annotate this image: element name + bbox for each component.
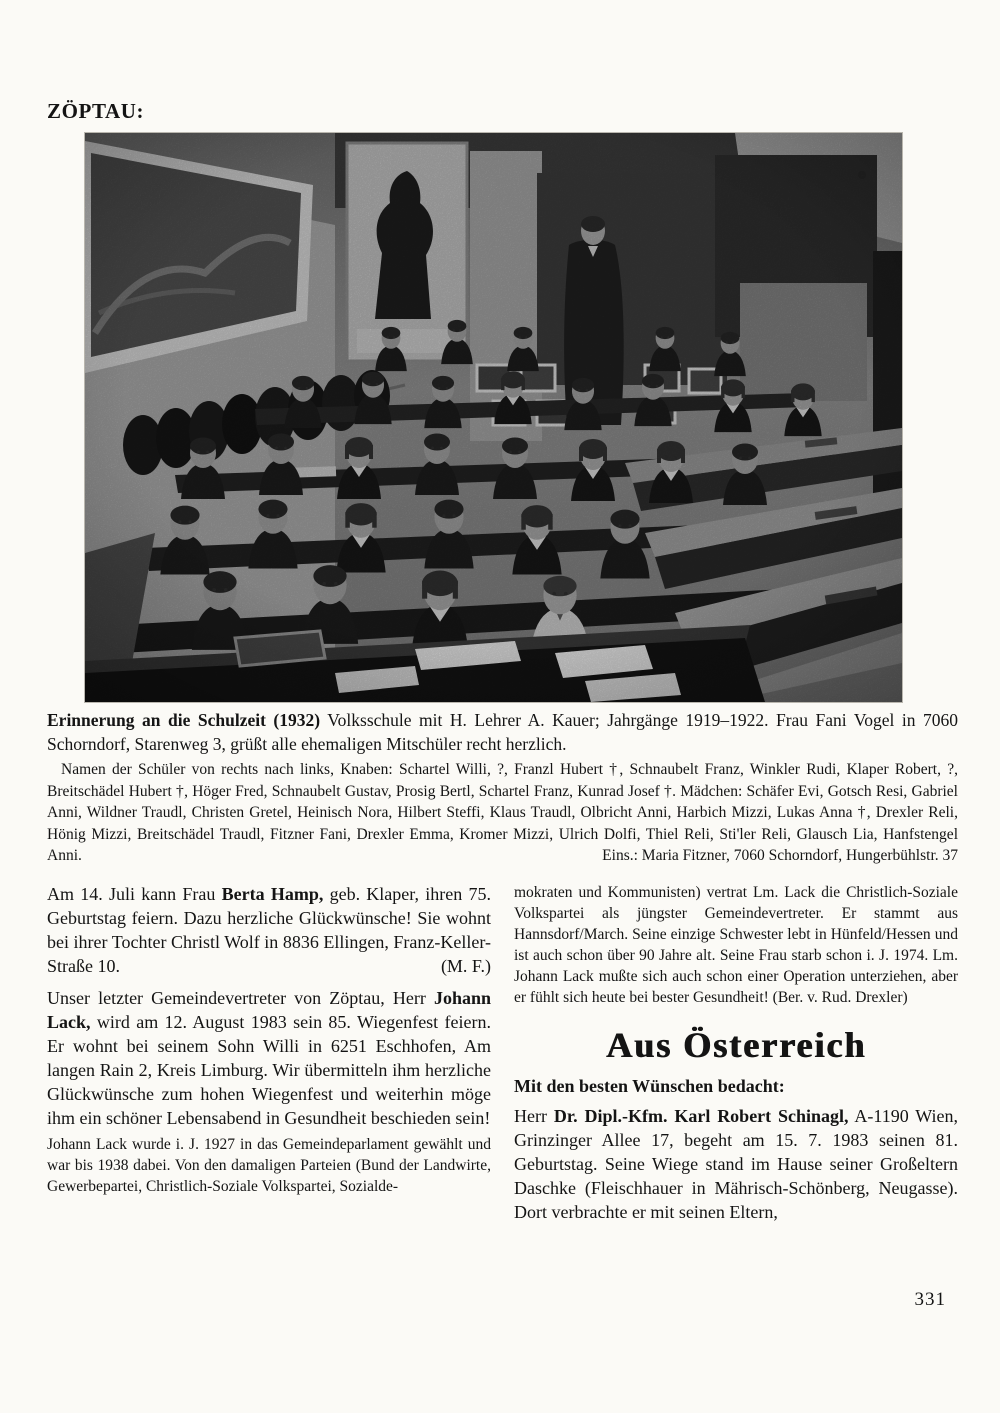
birthday-notice-lack (47, 986, 491, 1130)
left-column (47, 882, 491, 1224)
class-photo-illustration (85, 133, 902, 702)
lack-name: Johann Lack, (47, 987, 491, 1032)
caption-title: Erinnerung an die Schulzeit (1932) (47, 710, 321, 730)
schinagl-post: A-1190 Wien, Grinzinger Allee 17, begeht am 15. 7. 1983 seinen 81. Geburtstag. Seine Wiege stand im Hause seiner Großeltern Daschke (Fleischhauer in Mährisch-Schönberg, Neugasse). Dort verbrachte er mit seinen Eltern, (514, 1105, 959, 1222)
lack-history-continued: mokraten und Kommunisten) vertrat Lm. Lack die Christlich-Soziale Volkspartei als jüngster Gemeindevertreter. Er stammt aus Hannsdorf/March. Seine einzige Schwester lebt in Hünfeld/Hessen und ist auch schon über 90 Jahre alt. Seine Frau starb schon i. J. 1974. Lm. Johann Lack mußte sich auch schon einer Operation unterziehen, aber er fühlt sich heute bei bester Gesundheit! (Ber. v. Rud. Drexler) (514, 883, 958, 1006)
lack-history: Johann Lack wurde i. J. 1927 in das Gemeindeparlament gewählt und war bis 1938 dabei. Von den damaligen Parteien (Bund der Landwirte, Gewerbepartei, Christlich-Soziale Volkspartei, Sozialde- (47, 1135, 491, 1195)
lack-post: wird am 12. August 1983 sein 85. Wiegenfest feiern. Er wohnt bei seinem Sohn Willi in 6251 Eschhofen, Am langen Rain 2, Kreis Limburg. Wir übermitteln ihm herzliche Glückwünsche zum hohen Wiegenfest und weiterhin möge ihm ein schöner Lebensabend in Gesundheit beschieden sein! (47, 1011, 491, 1128)
hamp-post: geb. Klaper, ihren 75. Geburtstag feiern. Dazu herzliche Glückwünsche! Sie wohnt bei ihrer Tochter Christl Wolf in 8836 Ellingen, Franz-Keller-Straße 10. (47, 883, 491, 976)
pupil-names (47, 759, 958, 867)
pupil-names-text: Namen der Schüler von rechts nach links, Knaben: Schartel Willi, ?, Franzl Hubert †, Schnaubelt Franz, Winkler Rudi, Klaper Robert, ?, Breitschädel Hubert †, Höger Fred, Schnaubelt Gustav, Prosig Bertl, Schartel Franz, Kunrad Josef †. Mädchen: Schäfer Evi, Gotsch Resi, Gabriel Anni, Wildner Traudl, Christen Gretel, Heinisch Nora, Hilbert Steffi, Klaus Traudl, Olbricht Anni, Harbich Mizzi, Lukas Anna †, Drexler Reli, Hönig Mizzi, Breitschädel Traudl, Fitzner Fani, Drexler Emma, Kromer Mizzi, Ulrich Dolfi, Thiel Reli, Sti'ler Reli, Glausch Lia, Hanfstengel Anni. (47, 761, 958, 864)
lack-pre: Unser letzter Gemeindevertreter von Zöptau, Herr (47, 987, 434, 1008)
two-column-section (47, 882, 958, 1224)
submitter-note: Eins.: Maria Fitzner, 7060 Schorndorf, Hungerbühlstr. 37 (602, 847, 958, 864)
hamp-initials: (M. F.) (440, 955, 491, 976)
birthday-notice-schinagl (514, 1104, 958, 1224)
text-body (47, 709, 958, 1224)
page-number: 331 (914, 1289, 946, 1310)
schinagl-name: Dr. Dipl.-Kfm. Karl Robert Schinagl, (553, 1105, 849, 1126)
photo-caption (47, 709, 958, 756)
caption-text: Volksschule mit H. Lehrer A. Kauer; Jahrgänge 1919–1922. Frau Fani Vogel in 7060 Schorndorf, Starenweg 3, grüßt alle ehemaligen Mitschüler recht herzlich. (47, 710, 958, 754)
section-heading-austria: Aus Österreich (605, 1024, 867, 1065)
schinagl-pre: Herr (514, 1105, 554, 1126)
right-column (514, 882, 958, 1224)
hamp-pre: Am 14. Juli kann Frau (47, 883, 222, 904)
wishes-subheading: Mit den besten Wünschen bedacht: (514, 1075, 785, 1096)
page-title: ZÖPTAU: (47, 99, 145, 123)
hamp-name: Berta Hamp, (221, 883, 324, 904)
class-photo (85, 133, 902, 702)
birthday-notice-hamp (47, 882, 491, 978)
